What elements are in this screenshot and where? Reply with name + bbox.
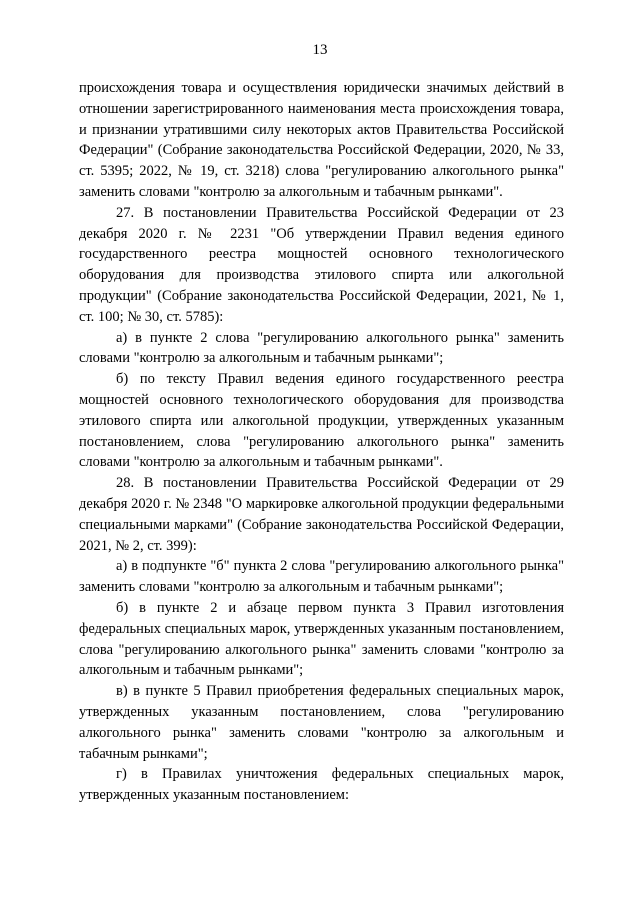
paragraph-item-28-v: в) в пункте 5 Правил приобретения федеральных специальных марок, утвержденных указанным постановлением, слова "регулированию алкогольного рынка" заменить словами "контролю за алкогольным и табачным рынками"; — [79, 683, 564, 762]
paragraph-item-27-a: а) в пункте 2 слова "регулированию алкогольного рынка" заменить словами "контролю за алкогольным и табачным рынками"; — [79, 329, 564, 367]
paragraph-item-28: 28. В постановлении Правительства Российской Федерации от 29 декабря 2020 г. № 2348 "О маркировке алкогольной продукции федеральными специальными марками" (Собрание законодательства Российской Федерации, 2021, № 2, ст. 399): — [79, 475, 564, 554]
paragraph-item-28-g: г) в Правилах уничтожения федеральных специальных марок, утвержденных указанным постановлением: — [79, 766, 564, 804]
paragraph-item-27: 27. В постановлении Правительства Российской Федерации от 23 декабря 2020 г. № 2231 "Об утверждении Правил ведения единого государственного реестра мощностей основного технологического оборудования для производства этилового спирта или алкогольной продукции" (Собрание законодательства Российской Федерации, 2021, № 1, ст. 100; № 30, ст. 5785): — [79, 204, 564, 325]
paragraph-item-28-a: а) в подпункте "б" пункта 2 слова "регулированию алкогольного рынка" заменить словами "контролю за алкогольным и табачным рынками"; — [79, 558, 564, 596]
paragraph-item-27-b: б) по тексту Правил ведения единого государственного реестра мощностей основного технологического оборудования для производства этилового спирта или алкогольной продукции, утвержденных указанным постановлением, слова "регулированию алкогольного рынка" заменить словами "контролю за алкогольным и табачным рынками". — [79, 371, 564, 471]
paragraph-item-28-b: б) в пункте 2 и абзаце первом пункта 3 Правил изготовления федеральных специальных марок, утвержденных указанным постановлением, слова "регулированию алкогольного рынка" заменить словами "контролю за алкогольным и табачным рынками"; — [79, 599, 564, 679]
document-body — [79, 78, 564, 806]
page-number: 13 — [312, 42, 328, 58]
paragraph-continuation: происхождения товара и осуществления юридически значимых действий в отношении зарегистрированного наименования места происхождения товара, и признании утратившими силу некоторых актов Правительства Российской Федерации" (Собрание законодательства Российской Федерации, 2020, № 33, ст. 5395; 2022, № 19, ст. 3218) слова "регулированию алкогольного рынка" заменить словами "контролю за алкогольным и табачным рынками". — [79, 80, 564, 200]
